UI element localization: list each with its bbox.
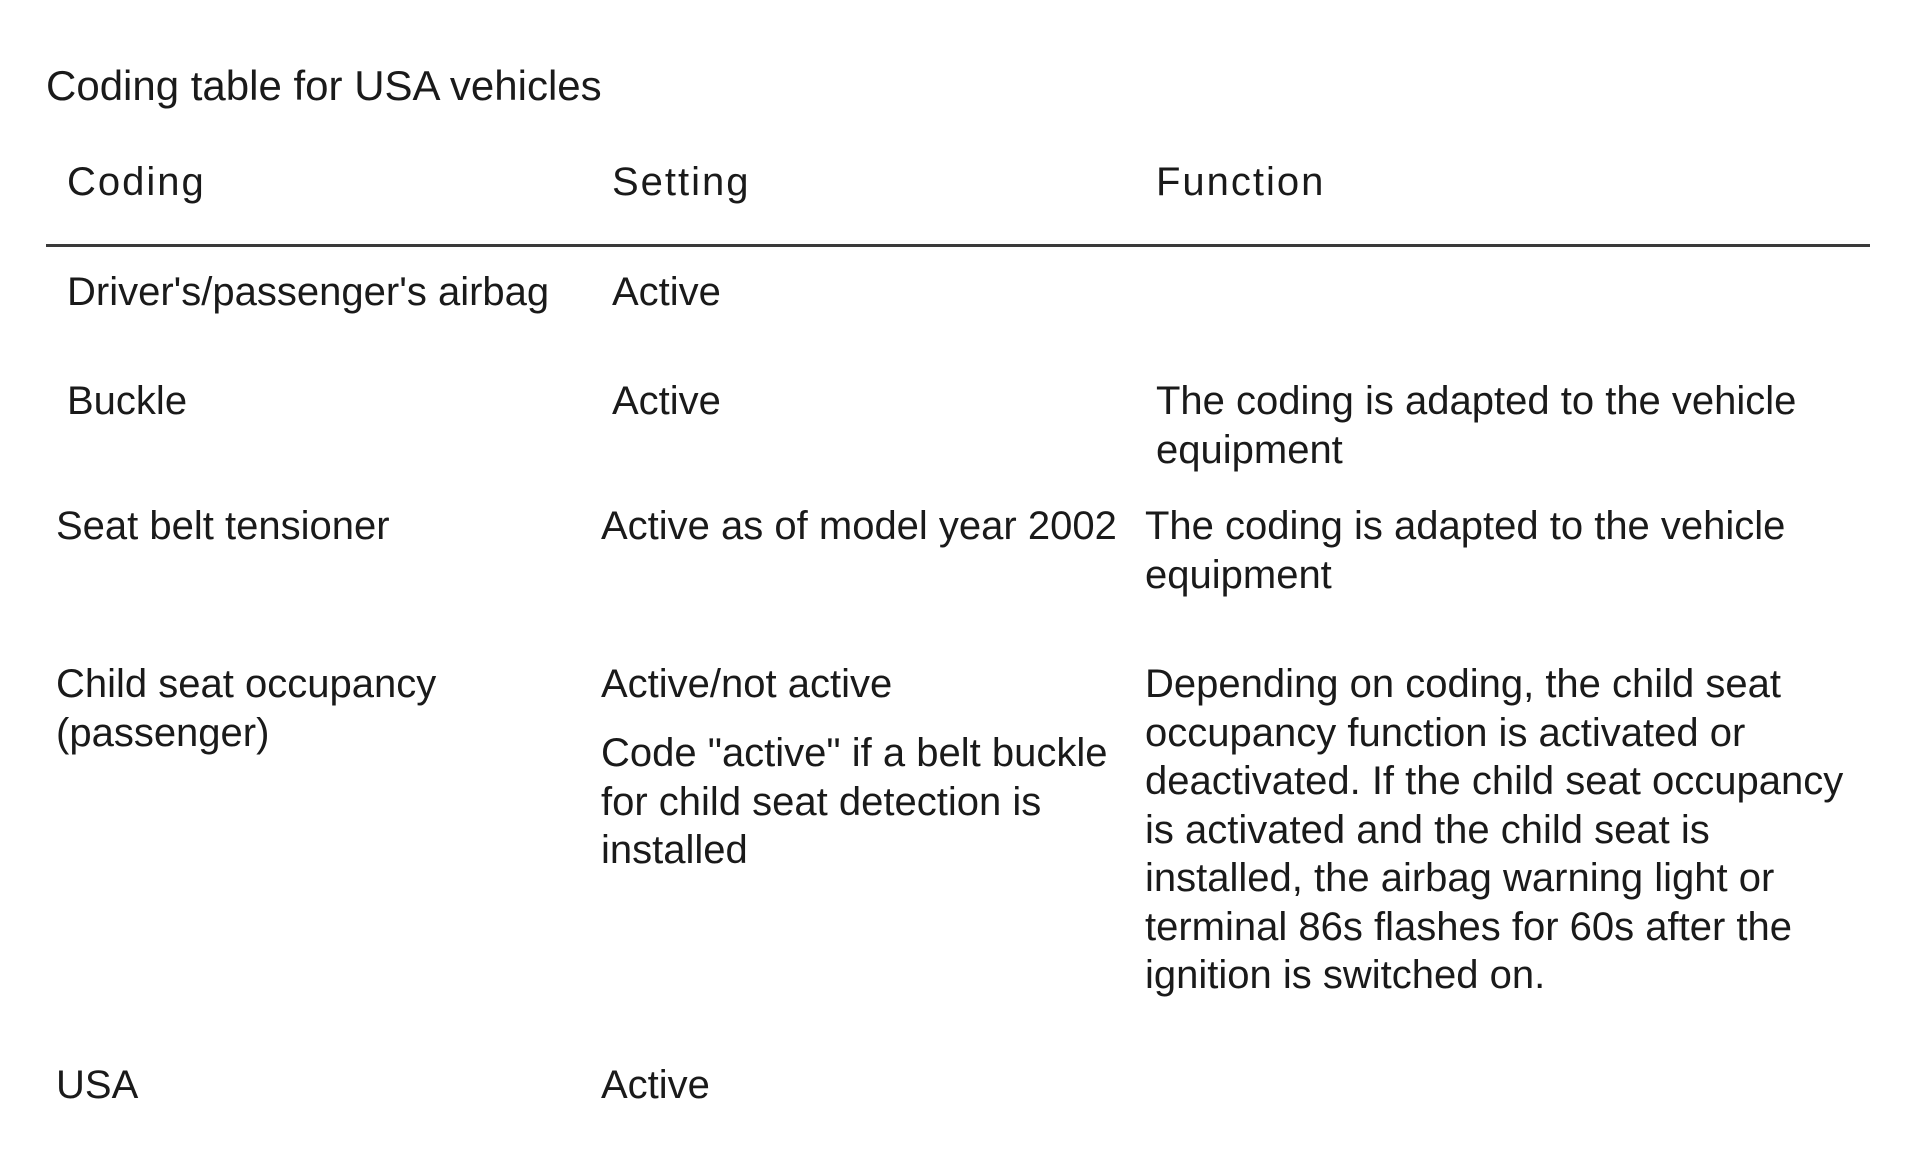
row-1-setting: Active (612, 270, 721, 314)
column-header-setting: Setting (612, 160, 751, 204)
row-3-coding: Seat belt tensioner (56, 504, 390, 548)
row-2-setting: Active (612, 379, 721, 423)
row-2-function: The coding is adapted to the vehicle equipment (1156, 379, 1797, 472)
row-4-setting-note: Code "active" if a belt buckle for child seat detection is installed (601, 731, 1108, 872)
column-header-coding: Coding (67, 160, 206, 204)
row-3-function: The coding is adapted to the vehicle equipment (1145, 504, 1786, 597)
row-4-function: Depending on coding, the child seat occupancy function is activated or deactivated. If the child seat occupancy is activated and the child seat is installed, the airbag warning light or terminal 86s flashes for 60s after the ignition is switched on. (1145, 662, 1844, 997)
row-3-setting: Active as of model year 2002 (601, 504, 1117, 548)
table-title: Coding table for USA vehicles (46, 62, 602, 109)
row-1-coding: Driver's/passenger's airbag (67, 270, 550, 314)
row-5-setting: Active (601, 1063, 710, 1107)
row-5-coding: USA (56, 1063, 139, 1107)
row-2-coding: Buckle (67, 379, 188, 423)
row-4-coding: Child seat occupancy (passenger) (56, 662, 437, 755)
column-header-function: Function (1156, 160, 1326, 204)
header-divider (46, 244, 1870, 247)
row-4-setting: Active/not active (601, 662, 893, 706)
